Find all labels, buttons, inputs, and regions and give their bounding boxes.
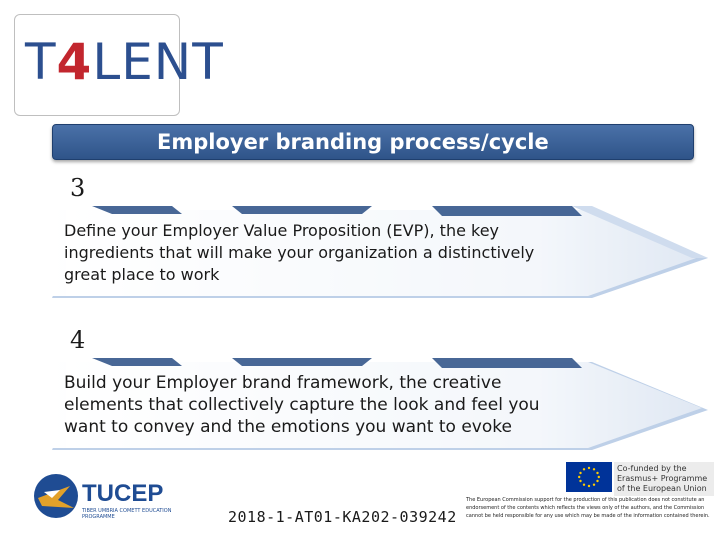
logo-letters-lent: LENT <box>92 33 224 91</box>
talent-logo-text <box>25 33 224 91</box>
step-number-4: 4 <box>70 326 86 354</box>
step-number-3: 3 <box>70 174 86 202</box>
step-4-text: Build your Employer brand framework, the creative elements that collectively capture the look and feel you want to convey and the emotions you want to evoke <box>64 373 540 437</box>
tucep-name: TUCEP <box>82 480 164 507</box>
tucep-tagline: TIBER UMBRIA COMETT EDUCATION PROGRAMME <box>82 508 172 520</box>
logo-accent-4: 4 <box>56 33 93 91</box>
tucep-logo <box>30 468 180 528</box>
step-3-text: Define your Employer Value Proposition (EVP), the key ingredients that will make your organization a distinctively great place to work <box>64 221 535 284</box>
project-code: 2018-1-AT01-KA202-039242 <box>228 508 457 526</box>
logo-letter-t: T <box>25 33 57 91</box>
eu-stars-icon <box>566 462 612 492</box>
erasmus-cofund-label: Co-funded by the Erasmus+ Programme of the European Union <box>614 462 714 496</box>
step-chevron-3 <box>52 206 712 302</box>
eu-disclaimer: The European Commission support for the production of this publication does not constitute an endorsement of the contents which reflects the views only of the authors, and the Commission cannot be held responsible for any use which may be made of the information contained therein. <box>466 497 710 519</box>
page-title: Employer branding process/cycle <box>157 130 549 154</box>
title-bar <box>52 124 694 160</box>
eu-flag-icon <box>566 462 612 492</box>
step-chevron-4 <box>52 358 712 454</box>
talent-logo <box>14 14 224 116</box>
